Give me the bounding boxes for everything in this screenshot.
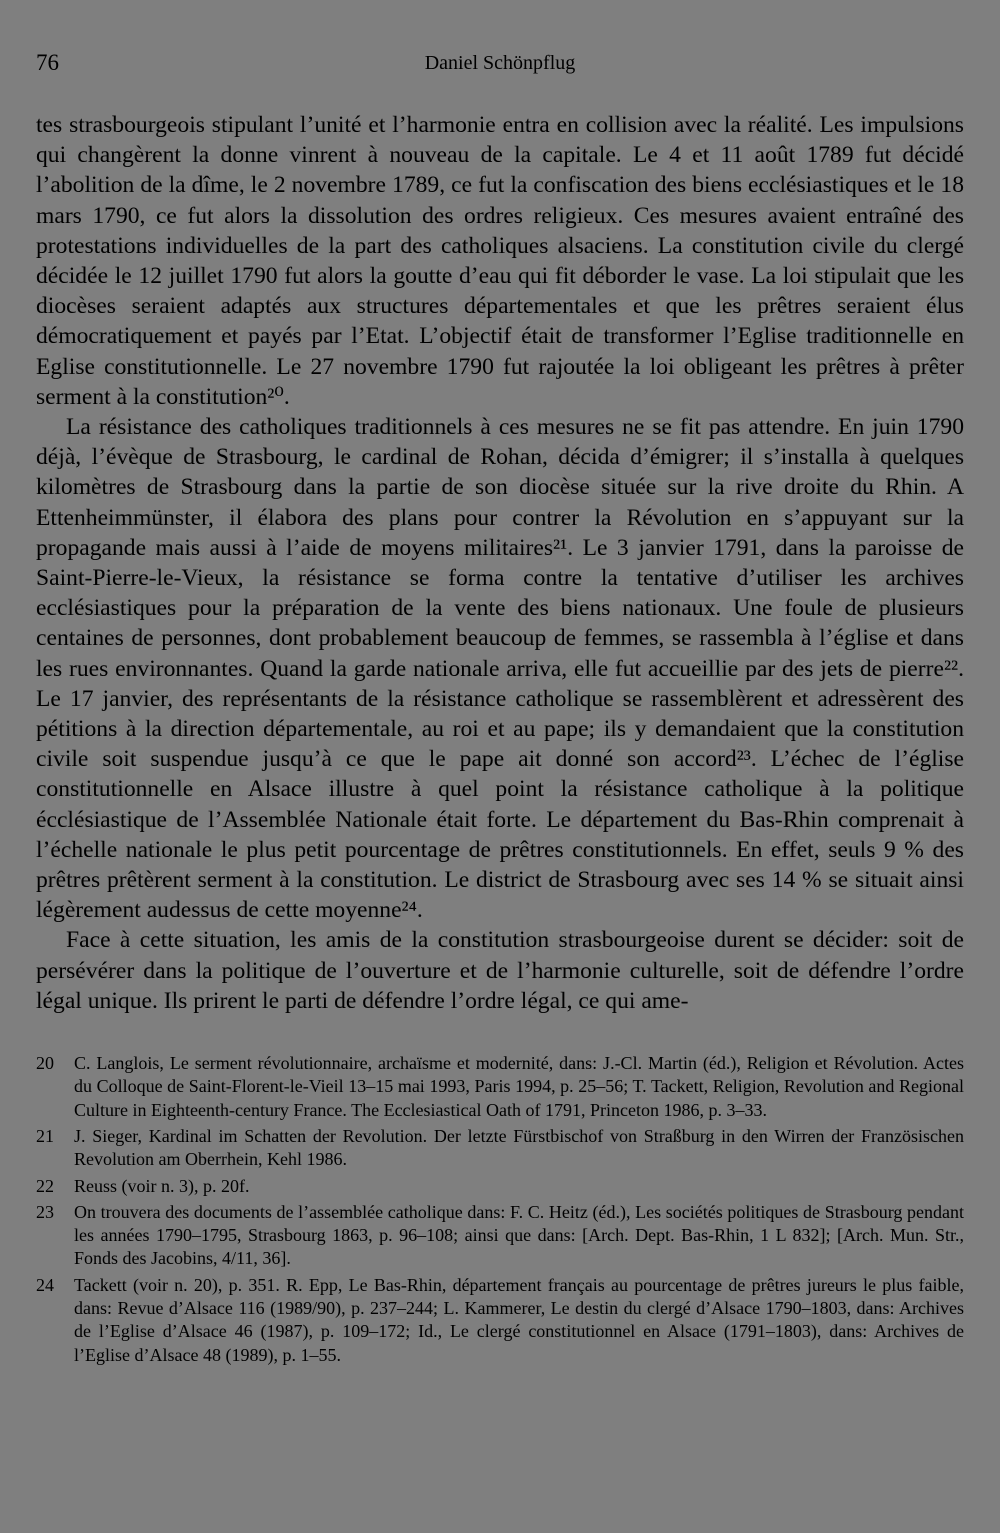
book-page bbox=[36, 50, 964, 1370]
footnote-number: 22 bbox=[36, 1175, 54, 1196]
footnote bbox=[36, 1175, 964, 1198]
footnote-number: 21 bbox=[36, 1125, 54, 1146]
footnote-number: 23 bbox=[36, 1201, 54, 1222]
paragraph: La résistance des catholiques traditionnels à ces mesures ne se fit pas attendre. En juin 1790 déjà, l’évèque de Strasbourg, le cardinal de Rohan, décida d’émigrer; il s’installa à quelques kilomètres de Strasbourg dans la partie de son diocèse située sur la rive droite du Rhin. A Ettenheimmünster, il élabora des plans pour contrer la Révolution en s’appuyant sur la propagande mais aussi à l’aide de moyens militaires²¹. Le 3 janvier 1791, dans la paroisse de Saint-Pierre-le-Vieux, la résistance se forma contre la tentative d’utiliser les archives ecclésiastiques pour la préparation de la vente des biens nationaux. Une foule de plusieurs centaines de personnes, dont probablement beaucoup de femmes, se rassembla à l’église et dans les rues environnantes. Quand la garde nationale arriva, elle fut accueillie par des jets de pierre²². Le 17 janvier, des représentants de la résistance catholique se rassemblèrent et adressèrent des pétitions à la direction départementale, au roi et au pape; ils y demandaient que la constitution civile soit suspendue jusqu’à ce que le pape ait donné son accord²³. L’échec de l’église constitutionnelle en Alsace illustre à quel point la résistance catholique à la politique écclésiastique de l’Assemblée Nationale était forte. Le département du Bas-Rhin comprenait à l’échelle nationale le plus petit pourcentage de prêtres constitutionnels. En effet, seuls 9 % des prêtres prêtèrent serment à la constitution. Le district de Strasbourg avec ses 14 % se situait ainsi légèrement audessus de cette moyenne²⁴. bbox=[36, 414, 964, 924]
footnote-text: Reuss (voir n. 3), p. 20f. bbox=[74, 1175, 250, 1196]
body-text bbox=[36, 110, 964, 1016]
footnotes bbox=[36, 1052, 964, 1367]
footnote bbox=[36, 1201, 964, 1271]
footnote bbox=[36, 1052, 964, 1122]
running-title: Daniel Schönpflug bbox=[424, 52, 576, 74]
footnote-text: J. Sieger, Kardinal im Schatten der Revolution. Der letzte Fürstbischof von Straßburg in den Wirren der Französischen Revolution am Oberrhein, Kehl 1986. bbox=[74, 1125, 964, 1170]
footnote-number: 20 bbox=[36, 1053, 54, 1074]
footnote-text: C. Langlois, Le serment révolutionnaire, archaïsme et modernité, dans: J.-Cl. Martin (éd.), Religion et Révolution. Actes du Colloque de Saint-Florent-le-Vieil 13–15 mai 1993, Paris 1994, p. 25–56; T. Tackett, Religion, Revolution and Regional Culture in Eighteenth-century France. The Ecclesiastical Oath of 1791, Princeton 1986, p. 3–33. bbox=[74, 1053, 964, 1120]
footnote-text: Tackett (voir n. 20), p. 351. R. Epp, Le Bas-Rhin, département français au pourcentage de prêtres jureurs le plus faible, dans: Revue d’Alsace 116 (1989/90), p. 237–244; L. Kammerer, Le destin du clergé d’Alsace 1790–1803, dans: Archives de l’Eglise d’Alsace 46 (1987), p. 109–172; Id., Le clergé constitutionnel en Alsace (1791–1803), dans: Archives de l’Eglise d’Alsace 48 (1989), p. 1–55. bbox=[74, 1274, 964, 1365]
running-head bbox=[36, 50, 964, 84]
paragraph: Face à cette situation, les amis de la constitution strasbourgeoise durent se décider: soit de persévérer dans la politique de l’ouverture et de l’harmonie culturelle, soit de défendre l’ordre légal unique. Ils prirent le parti de défendre l’ordre légal, ce qui ame- bbox=[36, 927, 964, 1014]
footnote-text: On trouvera des documents de l’assemblée catholique dans: F. C. Heitz (éd.), Les sociétés politiques de Strasbourg pendant les années 1790–1795, Strasbourg 1863, p. 96–108; ainsi que dans: [Arch. Dept. Bas-Rhin, 1 L 832]; [Arch. Mun. Str., Fonds des Jacobins, 4/11, 36]. bbox=[74, 1201, 964, 1269]
page-number: 76 bbox=[36, 50, 59, 75]
footnote-number: 24 bbox=[36, 1274, 54, 1295]
footnote bbox=[36, 1125, 964, 1172]
footnote bbox=[36, 1274, 964, 1367]
paragraph: tes strasbourgeois stipulant l’unité et l’harmonie entra en collision avec la réalité. Les impulsions qui changèrent la donne vinrent à nouveau de la capitale. Le 4 et 11 août 1789 fut décidé l’abolition de la dîme, le 2 novembre 1789, ce fut la confiscation des biens ecclésiastiques et le 18 mars 1790, ce fut alors la dissolution des ordres religieux. Ces mesures avaient entraîné des protestations individuelles de la part des catholiques alsaciens. La constitution civile du clergé décidée le 12 juillet 1790 fut alors la goutte d’eau qui fit déborder le vase. La loi stipulait que les diocèses seraient adaptés aux structures départementales et que les prêtres seraient élus démocratiquement et payés par l’Etat. L’objectif était de transformer l’Eglise traditionnelle en Eglise constitutionnelle. Le 27 novembre 1790 fut rajoutée la loi obligeant les prêtres à prêter serment à la constitution²⁰. bbox=[36, 112, 964, 410]
